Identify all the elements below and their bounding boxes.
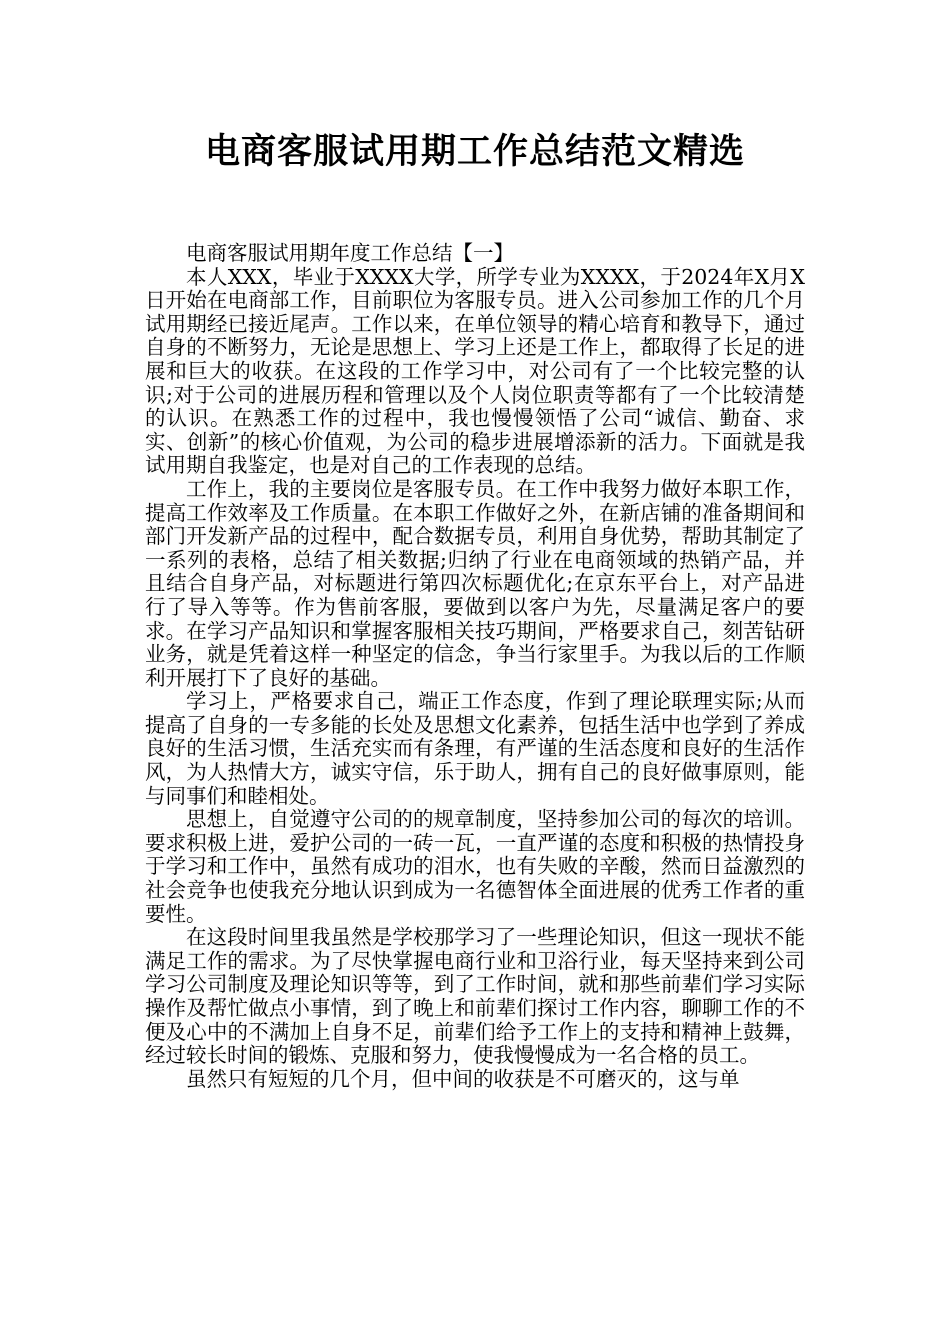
document-title: 电商客服试用期工作总结范文精选 [204,132,745,172]
document-body [145,242,805,1091]
body-paragraph: 工作上，我的主要岗位是客服专员。在工作中我努力做好本职工作，提高工作效率及工作质量。在本职工作做好之外，在新店铺的准备期间和部门开发新产品的过程中，配合数据专员，利用自身优势，帮助其制定了一系列的表格，总结了相关数据;归纳了行业在电商领域的热销产品，并且结合自身产品，对标题进行第四次标题优化;在京东平台上，对产品进行了导入等等。作为售前客服，要做到以客户为先，尽量满足客户的要求。在学习产品知识和掌握客服相关技巧期间，严格要求自己，刻苦钻研业务，就是凭着这样一种坚定的信念，争当行家里手。为我以后的工作顺利开展打下了良好的基础。 [145,476,805,690]
body-paragraph: 在这段时间里我虽然是学校那学习了一些理论知识，但这一现状不能满足工作的需求。为了尽快掌握电商行业和卫浴行业，每天坚持来到公司学习公司制度及理论知识等等，到了工作时间，就和那些前辈们学习实际操作及帮忙做点小事情，到了晚上和前辈们探讨工作内容，聊聊工作的不便及心中的不满加上自身不足，前辈们给予工作上的支持和精神上鼓舞，经过较长时间的锻炼、克服和努力，使我慢慢成为一名合格的员工。 [145,925,805,1068]
body-paragraph: 思想上，自觉遵守公司的的规章制度，坚持参加公司的每次的培训。要求积极上进，爱护公司的一砖一瓦，一直严谨的态度和积极的热情投身于学习和工作中，虽然有成功的泪水，也有失败的辛酸，然而日益激烈的社会竞争也使我充分地认识到成为一名德智体全面进展的优秀工作者的重要性。 [145,807,805,926]
body-paragraph: 学习上，严格要求自己，端正工作态度，作到了理论联理实际;从而提高了自身的一专多能的长处及思想文化素养，包括生活中也学到了养成良好的生活习惯，生活充实而有条理，有严谨的生活态度和良好的生活作风，为人热情大方，诚实守信，乐于助人，拥有自己的良好做事原则，能与同事们和睦相处。 [145,689,805,808]
body-paragraph: 虽然只有短短的几个月，但中间的收获是不可磨灭的，这与单 [186,1066,740,1091]
section-heading: 电商客服试用期年度工作总结【一】 [186,241,514,265]
body-paragraph: 本人XXX，毕业于XXXX大学，所学专业为XXXX，于2024年X月X日开始在电商部工作，目前职位为客服专员。进入公司参加工作的几个月试用期经已接近尾声。工作以来，在单位领导的精心培育和教导下，通过自身的不断努力，无论是思想上、学习上还是工作上，都取得了长足的进展和巨大的收获。在这段的工作学习中，对公司有了一个比较完整的认识;对于公司的进展历程和管理以及个人岗位职责等都有了一个比较清楚的认识。在熟悉工作的过程中，我也慢慢领悟了公司“诚信、勤奋、求实、创新”的核心价值观，为公司的稳步进展增添新的活力。下面就是我试用期自我鉴定，也是对自己的工作表现的总结。 [145,264,805,478]
